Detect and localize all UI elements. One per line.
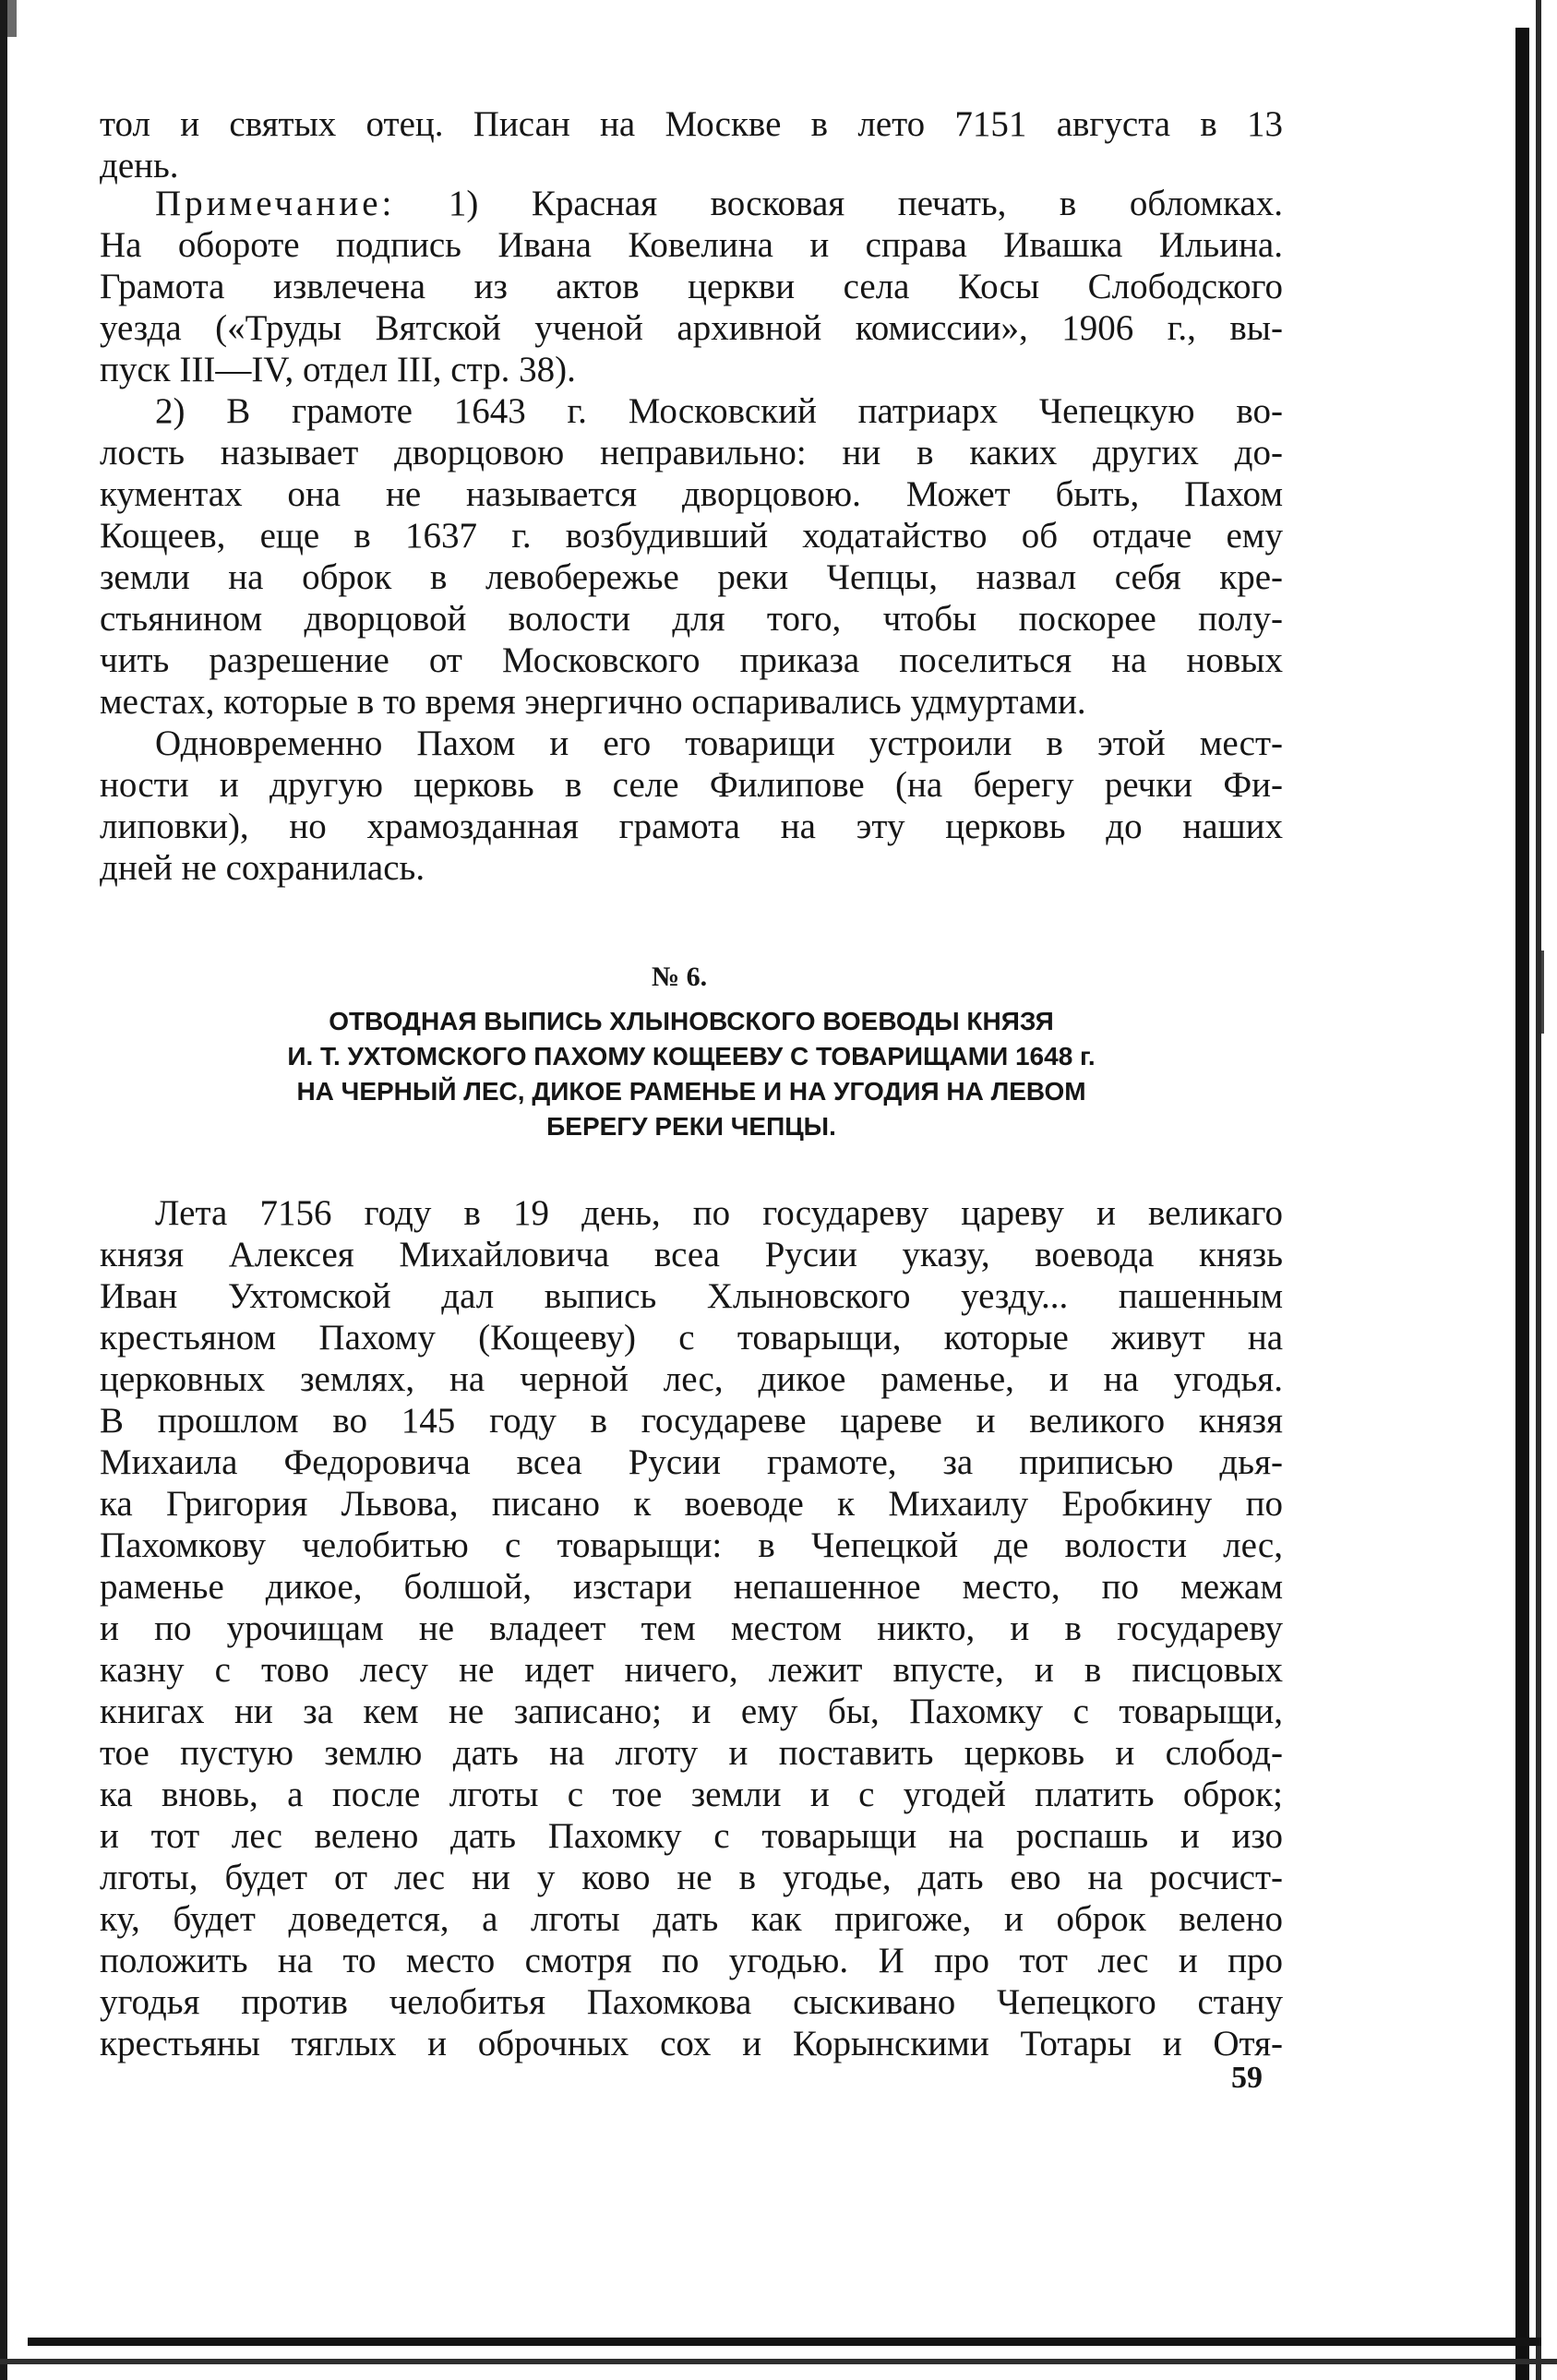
scan-edge-bottom-outer [0, 2359, 1557, 2364]
text-line: кументах она не называется дворцовою. Может быть, Пахом [100, 474, 1283, 514]
scan-edge-right [1515, 28, 1529, 2380]
text-line: князя Алексея Михайловича всеа Русии указу, воевода князь [100, 1235, 1283, 1274]
text-line: положить на то место смотря по угодью. И про тот лес и про [100, 1941, 1283, 1980]
text-line: 2) В грамоте 1643 г. Московский патриарх Чепецкую во- [155, 391, 1283, 431]
text-line: ку, будет доведется, а лготы дать как пригоже, и оброк велено [100, 1899, 1283, 1939]
text-line: стьянином дворцовой волости для того, чтобы поскорее полу- [100, 599, 1283, 639]
text-line: Пахомкову челобитью с товарыщи: в Чепецкой де волости лес, [100, 1525, 1283, 1565]
scan-edge-right-outer [1536, 0, 1541, 2380]
text-line: пуск III—IV, отдел III, стр. 38). [100, 350, 576, 389]
note-label: Примечание: [155, 184, 396, 223]
text-line: крестьяном Пахому (Кощееву) с товарыщи, которые живут на [100, 1318, 1283, 1357]
text-line: день. [100, 146, 179, 185]
text-line: тол и святых отец. Писан на Москве в лето 7151 августа в 13 [100, 104, 1283, 144]
document-title [100, 1004, 1283, 1144]
document-body [100, 1192, 1283, 2064]
text-line: дней не сохранилась. [100, 848, 425, 888]
text-line [100, 183, 1283, 224]
text-line: ка вновь, а после лготы с тое земли и с угодей платить оброк; [100, 1775, 1283, 1814]
text-line: Иван Ухтомской дал выпись Хлыновского уезду... пашенным [100, 1276, 1283, 1316]
text-line: Кощеев, еще в 1637 г. возбудивший ходатайство об отдаче ему [100, 516, 1283, 556]
text-line: лость называет дворцовою неправильно: ни в каких других до- [100, 433, 1283, 472]
text-line: лготы, будет от лес ни у ково не в угодье, дать ево на росчист- [100, 1858, 1283, 1897]
text-line: и тот лес велено дать Пахомку с товарыщи на роспашь и изо [100, 1816, 1283, 1856]
text-line: казну с тово лесу не идет ничего, лежит впусте, и в писцовых [100, 1650, 1283, 1690]
text-line: угодья против челобитья Пахомкова сыскивано Чепецкого стану [100, 1982, 1283, 2022]
scan-edge-corner [7, 0, 17, 37]
text-line: ности и другую церковь в селе Филипове (на берегу речки Фи- [100, 765, 1283, 805]
text-line: Грамота извлечена из актов церкви села Косы Слободского [100, 267, 1283, 306]
title-line: ОТВОДНАЯ ВЫПИСЬ ХЛЫНОВСКОГО ВОЕВОДЫ КНЯЗЯ [329, 1007, 1054, 1035]
note-1-first-line: 1) Красная восковая печать, в обломках. [448, 184, 1284, 223]
title-line: БЕРЕГУ РЕКИ ЧЕПЦЫ. [546, 1112, 836, 1141]
text-line: раменье дикое, болшой, изстари непашенное место, по межам [100, 1567, 1283, 1607]
page-number: 59 [1231, 2061, 1263, 2095]
text-line: земли на оброк в левобережье реки Чепцы, назвал себя кре- [100, 557, 1283, 597]
notes-block [100, 183, 1283, 889]
text-line: уезда («Труды Вятской ученой архивной комиссии», 1906 г., вы- [100, 308, 1283, 348]
text-line: Михаила Федоровича всеа Русии грамоте, за приписью дья- [100, 1442, 1283, 1482]
text-line: Одновременно Пахом и его товарищи устроили в этой мест- [155, 724, 1283, 763]
text-line: и по урочищам не владеет тем местом никто, и в государеву [100, 1609, 1283, 1648]
scan-edge-bottom [28, 2338, 1541, 2346]
text-line: церковных землях, на черной лес, дикое раменье, и на угодья. [100, 1359, 1283, 1399]
text-line: На обороте подпись Ивана Ковелина и справа Ивашка Ильина. [100, 225, 1283, 265]
text-line: книгах ни за кем не записано; и ему бы, Пахомку с товарыщи, [100, 1692, 1283, 1731]
text-line: местах, которые в то время энергично оспаривались удмуртами. [100, 682, 1086, 722]
text-line: чить разрешение от Московского приказа поселиться на новых [100, 640, 1283, 680]
text-line: тое пустую землю дать на лготу и поставить церковь и слобод- [100, 1733, 1283, 1773]
text-line: Лета 7156 году в 19 день, по государеву цареву и великаго [155, 1193, 1283, 1233]
scan-edge-left [0, 0, 7, 2380]
previous-document-ending [100, 103, 1283, 186]
text-line: липовки), но храмозданная грамота на эту церковь до наших [100, 807, 1283, 846]
scan-margin-mark [1541, 951, 1544, 1034]
title-line: И. Т. УХТОМСКОГО ПАХОМУ КОЩЕЕВУ С ТОВАРИЩАМИ 1648 г. [287, 1042, 1096, 1070]
document-number: № 6. [652, 962, 708, 992]
text-line: крестьяны тяглых и оброчных сох и Корынскими Тотары и Отя- [100, 2024, 1283, 2063]
title-line: НА ЧЕРНЫЙ ЛЕС, ДИКОЕ РАМЕНЬЕ И НА УГОДИЯ НА ЛЕВОМ [296, 1077, 1086, 1106]
text-line: В прошлом во 145 году в государеве цареве и великого князя [100, 1401, 1283, 1441]
text-line: ка Григория Львова, писано к воеводе к Михаилу Еробкину по [100, 1484, 1283, 1524]
